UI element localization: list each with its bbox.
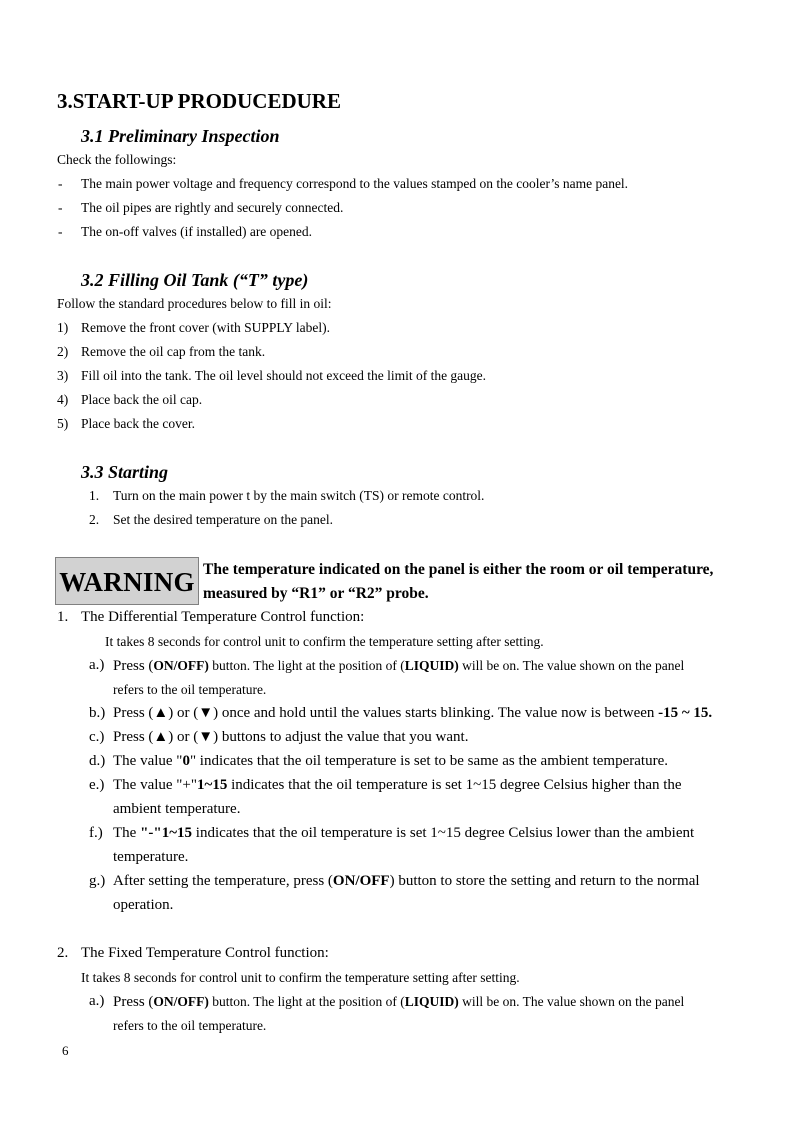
dtc-step-c: Press (▲) or (▼) buttons to adjust the value that you want. — [113, 729, 469, 745]
list-item: Place back the oil cap. — [81, 392, 203, 407]
list-letter: a.) — [89, 993, 105, 1009]
list-item: Turn on the main power t by the main switch (TS) or remote control. — [113, 488, 485, 503]
s31-intro: Check the followings: — [57, 152, 177, 167]
dtc-note: It takes 8 seconds for control unit to confirm the temperature setting after setting. — [105, 634, 544, 649]
list-item: The main power voltage and frequency correspond to the values stamped on the cooler’s name panel. — [81, 176, 629, 191]
ftc-step-a-cont: refers to the oil temperature. — [113, 1018, 267, 1033]
list-item: Remove the front cover (with SUPPLY label). — [81, 320, 330, 335]
warning-label: WARNING — [59, 567, 195, 597]
dtc-step-f: The "-"1~15 indicates that the oil temperature is set 1~15 degree Celsius lower than the ambient — [113, 825, 695, 841]
ftc-note: It takes 8 seconds for control unit to confirm the temperature setting after setting. — [81, 970, 520, 985]
list-letter: b.) — [89, 705, 106, 721]
dtc-step-b: Press (▲) or (▼) once and hold until the values starts blinking. The value now is between -15 ~ 15. — [113, 705, 713, 721]
list-number: 1) — [57, 320, 69, 335]
dtc-step-e: The value "+"1~15 indicates that the oil temperature is set 1~15 degree Celsius higher than the — [113, 777, 682, 793]
list-item: The on-off valves (if installed) are opened. — [81, 224, 313, 239]
dtc-step-a: Press (ON/OFF) button. The light at the position of (LIQUID) will be on. The value shown on the panel — [113, 658, 685, 674]
dtc-step-a-cont: refers to the oil temperature. — [113, 682, 267, 697]
ftc-title: The Fixed Temperature Control function: — [81, 945, 329, 961]
list-item: The oil pipes are rightly and securely connected. — [81, 200, 344, 215]
list-letter: f.) — [89, 825, 103, 841]
warning-text-line1: The temperature indicated on the panel is either the room or oil temperature, — [203, 561, 714, 578]
dtc-step-d: The value "0" indicates that the oil temperature is set to be same as the ambient temperature. — [113, 753, 668, 769]
s32-intro: Follow the standard procedures below to fill in oil: — [57, 296, 332, 311]
list-letter: d.) — [89, 753, 106, 769]
warning-text-line2: measured by “R1” or “R2” probe. — [203, 585, 429, 602]
list-bullet: - — [58, 176, 63, 191]
list-item: Place back the cover. — [81, 416, 195, 431]
dtc-step-g-cont: operation. — [113, 897, 174, 913]
dtc-step-e-cont: ambient temperature. — [113, 801, 241, 817]
list-number: 1. — [89, 488, 100, 503]
dtc-step-g: After setting the temperature, press (ON/OFF) button to store the setting and return to the normal — [113, 873, 700, 889]
ftc-step-a: Press (ON/OFF) button. The light at the position of (LIQUID) will be on. The value shown on the panel — [113, 994, 685, 1010]
list-number: 5) — [57, 416, 69, 431]
list-number: 2) — [57, 344, 69, 359]
page-number: 6 — [62, 1043, 69, 1058]
dtc-title: The Differential Temperature Control function: — [81, 609, 365, 625]
list-number: 2. — [89, 512, 100, 527]
subsection-title-3-3: 3.3 Starting — [81, 462, 169, 482]
list-item: Remove the oil cap from the tank. — [81, 344, 266, 359]
list-number: 3) — [57, 368, 69, 383]
section-title: 3.START-UP PRODUCEDURE — [57, 89, 341, 113]
warning-box — [55, 557, 199, 605]
list-item: Set the desired temperature on the panel. — [113, 512, 334, 527]
list-letter: e.) — [89, 777, 105, 793]
list-number: 2. — [57, 945, 69, 961]
subsection-title-3-2: 3.2 Filling Oil Tank (“T” type) — [81, 270, 309, 290]
list-bullet: - — [58, 200, 63, 215]
list-number: 4) — [57, 392, 69, 407]
list-letter: g.) — [89, 873, 106, 889]
subsection-title-3-1: 3.1 Preliminary Inspection — [81, 126, 280, 146]
list-letter: a.) — [89, 657, 105, 673]
list-bullet: - — [58, 224, 63, 239]
list-number: 1. — [57, 609, 69, 625]
list-letter: c.) — [89, 729, 105, 745]
list-item: Fill oil into the tank. The oil level should not exceed the limit of the gauge. — [81, 368, 487, 383]
dtc-step-f-cont: temperature. — [113, 849, 189, 865]
